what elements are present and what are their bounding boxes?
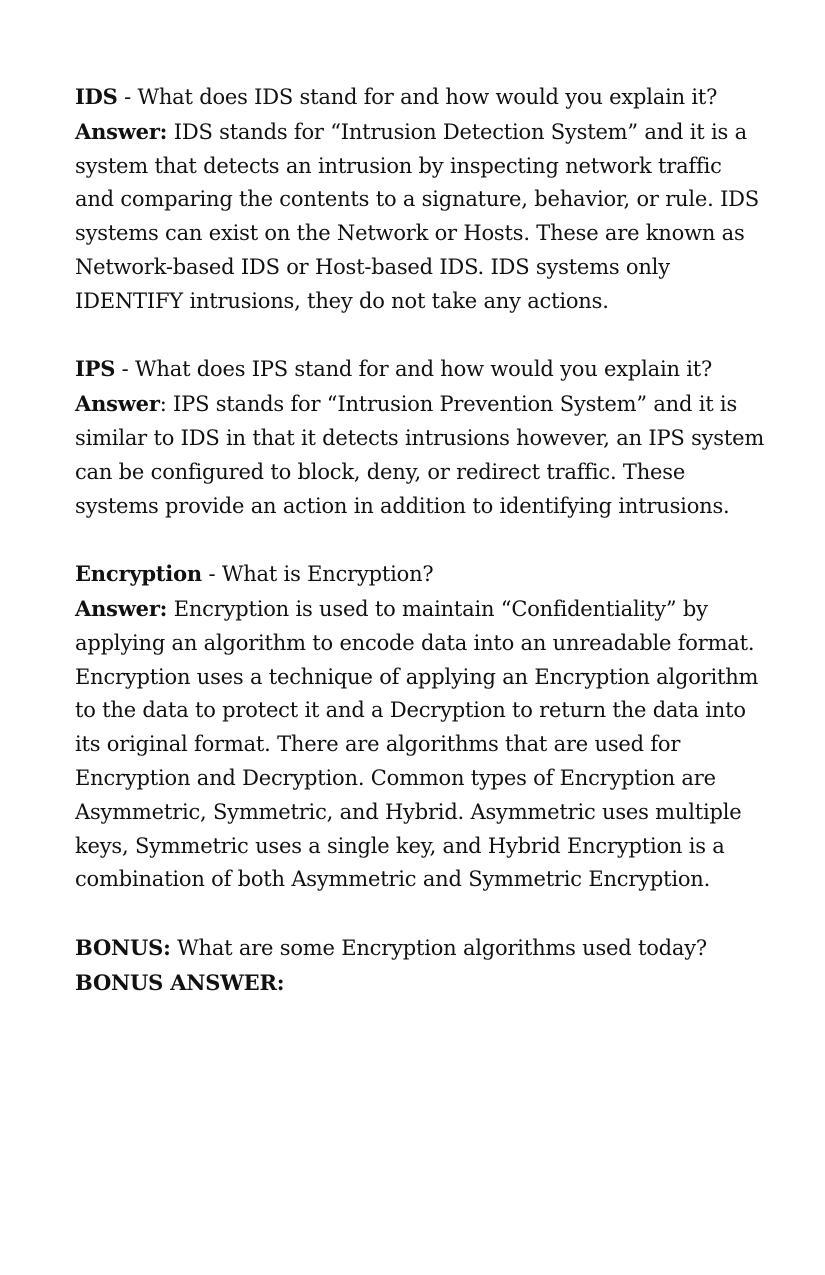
answer	[75, 387, 765, 523]
document-page	[75, 80, 765, 1034]
term: IPS	[75, 356, 116, 382]
answer-text: : IPS stands for “Intrusion Prevention System” and it is similar to IDS in that it detects intrusions however, an IPS system can be configured to block, deny, or redirect traffic. These systems provide an action in addition to identifying intrusions.	[75, 392, 765, 518]
section-encryption	[75, 557, 765, 897]
answer-label: Answer:	[75, 595, 168, 621]
answer-text: IDS stands for “Intrusion Detection System” and it is a system that detects an intrusion by inspecting network traffic and comparing the contents to a signature, behavior, or rule. IDS systems can exist on the Network or Hosts. These are known as Network-based IDS or Host-based IDS. IDS systems only IDENTIFY intrusions, they do not take any actions.	[75, 119, 759, 313]
question-text: - What does IDS stand for and how would you explain it?	[117, 85, 718, 109]
bonus-answer-label: BONUS ANSWER:	[75, 969, 285, 995]
answer-text: Encryption is used to maintain “Confidentiality” by applying an algorithm to encode data into an unreadable format. Encryption uses a technique of applying an Encryption algorithm to the data to protect it and a Decryption to return the data into its original format. There are algorithms that are used for Encryption and Decryption. Common types of Encryption are Asymmetric, Symmetric, and Hybrid. Asymmetric uses multiple keys, Symmetric uses a single key, and Hybrid Encryption is a combination of both Asymmetric and Symmetric Encryption.	[75, 596, 759, 892]
answer-label: Answer:	[75, 118, 168, 144]
question-text: - What is Encryption?	[201, 562, 434, 587]
bonus-label: BONUS:	[75, 934, 171, 960]
bonus-answer	[75, 966, 765, 1001]
term: Encryption	[75, 561, 202, 587]
question-text: - What does IPS stand for and how would you explain it?	[115, 357, 713, 382]
answer-label: Answer	[75, 391, 160, 417]
section-bonus	[75, 931, 765, 1001]
question	[75, 352, 765, 387]
term: IDS	[75, 84, 118, 109]
bonus-question-text: What are some Encryption algorithms used today?	[170, 935, 707, 960]
bonus-question	[75, 931, 765, 966]
answer	[75, 592, 765, 897]
question	[75, 557, 765, 592]
section-ids	[75, 80, 765, 319]
question	[75, 80, 765, 115]
section-ips	[75, 352, 765, 523]
answer	[75, 115, 765, 319]
